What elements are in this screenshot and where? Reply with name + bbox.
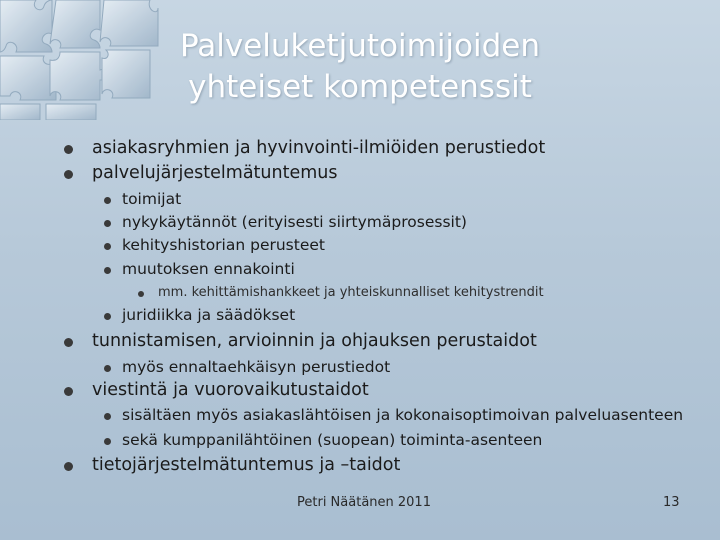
bullet-icon <box>138 291 144 297</box>
bullet-icon <box>104 413 111 420</box>
bullet-text: sisältäen myös asiakaslähtöisen ja kokonaisoptimoivan palveluasenteen <box>122 406 684 424</box>
footer-author: Petri Näätänen 2011 <box>297 495 431 510</box>
sub-bullet-item <box>104 406 683 424</box>
bullet-text: kehityshistorian perusteet <box>122 236 325 254</box>
bullet-icon <box>104 313 111 320</box>
bullet-item <box>64 380 369 400</box>
title-line-2: yhteiset kompetenssit <box>188 69 532 105</box>
bullet-icon <box>64 170 73 179</box>
bullet-text: palvelujärjestelmätuntemus <box>92 163 338 183</box>
bullet-text: asiakasryhmien ja hyvinvointi-ilmiöiden perustiedot <box>92 138 546 158</box>
bullet-item <box>64 163 338 183</box>
title-line-1: Palveluketjutoimijoiden <box>179 28 541 64</box>
bullet-text: muutoksen ennakointi <box>122 260 295 278</box>
bullet-icon <box>104 197 111 204</box>
bullet-icon <box>104 438 111 445</box>
sub-sub-bullet-item <box>138 285 544 300</box>
bullet-icon <box>104 267 111 274</box>
bullet-icon <box>64 462 73 471</box>
bullet-item <box>64 331 537 351</box>
bullet-icon <box>104 220 111 227</box>
bullet-text: toimijat <box>122 190 182 208</box>
sub-bullet-item <box>104 431 542 449</box>
sub-bullet-item <box>104 190 181 208</box>
bullet-text: nykykäytännöt (erityisesti siirtymäprosessit) <box>122 213 467 231</box>
sub-bullet-item <box>104 306 295 324</box>
bullet-text: mm. kehittämishankkeet ja yhteiskunnalliset kehitystrendit <box>158 285 544 300</box>
bullet-icon <box>104 365 111 372</box>
bullet-item <box>64 455 400 475</box>
bullet-icon <box>104 243 111 250</box>
sub-bullet-item <box>104 260 295 278</box>
bullet-icon <box>64 387 73 396</box>
page-number: 13 <box>663 495 680 510</box>
bullet-text: viestintä ja vuorovaikutustaidot <box>92 380 369 400</box>
sub-bullet-item <box>104 213 467 231</box>
bullet-text: juridiikka ja säädökset <box>122 306 296 324</box>
sub-bullet-item <box>104 236 325 254</box>
sub-bullet-item <box>104 358 390 376</box>
bullet-icon <box>64 338 73 347</box>
bullet-text: myös ennaltaehkäisyn perustiedot <box>122 358 391 376</box>
bullet-text: tunnistamisen, arvioinnin ja ohjauksen perustaidot <box>92 331 537 351</box>
bullet-text: sekä kumppanilähtöinen (suopean) toiminta-asenteen <box>122 431 543 449</box>
bullet-text: tietojärjestelmätuntemus ja –taidot <box>92 455 401 475</box>
bullet-item <box>64 138 545 158</box>
bullet-icon <box>64 145 73 154</box>
